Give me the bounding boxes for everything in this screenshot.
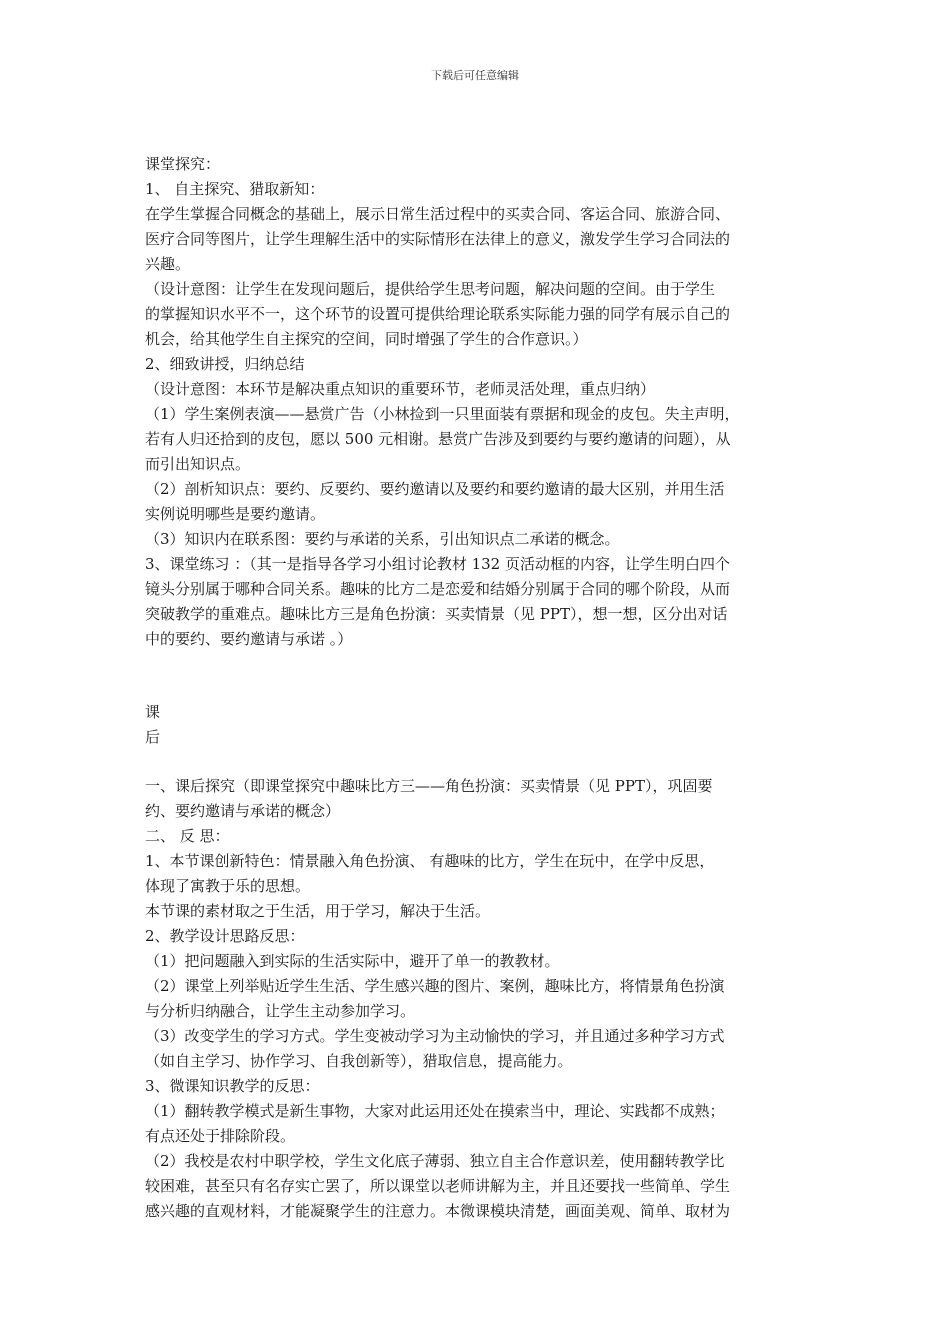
paragraph-line: 感兴趣的直观材料，才能凝聚学生的注意力。本微课模块清楚，画面美观、简单、取材为 (145, 1202, 731, 1220)
paragraph-line: 3、微课知识教学的反思： (145, 1077, 320, 1095)
paragraph-line: 课堂探究： (145, 155, 221, 173)
paragraph-line: 1、本节课创新特色：情景融入角色扮演、 有趣味的比方，学生在玩中，在学中反思， (145, 852, 715, 870)
paragraph-line: （1）学生案例表演——悬赏广告（小林捡到一只里面装有票据和现金的皮包。失主声明， (145, 405, 740, 423)
paragraph-line: 二、 反 思： (145, 827, 230, 845)
paragraph-line: 一、课后探究（即课堂探究中趣味比方三——角色扮演：买卖情景（见 PPT），巩固要 (145, 777, 713, 795)
paragraph-line: 体现了寓教于乐的思想。 (145, 877, 311, 895)
paragraph-line: （设计意图：本环节是解决重点知识的重要环节，老师灵活处理，重点归纳） (145, 380, 656, 398)
spacer (145, 652, 813, 700)
paragraph-line: 机会，给其他学生自主探究的空间，同时增强了学生的合作意识。） (145, 330, 588, 348)
paragraph-line: （1）翻转教学模式是新生事物，大家对此运用还处在摸索当中，理论、实践都不成熟； (145, 1102, 725, 1120)
document-body (145, 152, 813, 1224)
paragraph-line: 2、教学设计思路反思： (145, 927, 305, 945)
paragraph-line: 较困难，甚至只有名存实亡罢了，所以课堂以老师讲解为主，并且还要找一些简单、学生 (145, 1177, 731, 1195)
paragraph-line: 在学生掌握合同概念的基础上，展示日常生活过程中的买卖合同、客运合同、旅游合同、 (145, 205, 731, 223)
paragraph-line: 2、细致讲授，归纳总结 (145, 355, 305, 373)
paragraph-line: 而引出知识点。 (145, 455, 251, 473)
vertical-label (145, 700, 813, 750)
paragraph-line: （1）把问题融入到实际的生活实际中，避开了单一的教教材。 (145, 952, 560, 970)
paragraph-line: 中的要约、要约邀请与承诺 。） (145, 630, 353, 648)
paragraph-line: （如自主学习、协作学习、自我创新等），猎取信息，提高能力。 (145, 1052, 573, 1070)
paragraph-line: 与分析归纳融合，让学生主动参加学习。 (145, 1002, 416, 1020)
paragraph-line: 的掌握知识水平不一，这个环节的设置可提供给理论联系实际能力强的同学有展示自己的 (145, 305, 731, 323)
paragraph-line: 镜头分别属于哪种合同关系。趣味的比方二是恋爱和结婚分别属于合同的哪个阶段，从而 (145, 580, 731, 598)
paragraph-line: 有点还处于排除阶段。 (145, 1127, 296, 1145)
paragraph-line: 若有人归还拾到的皮包，愿以 500 元相谢。悬赏广告涉及到要约与要约邀请的问题），从 (145, 430, 731, 448)
paragraph-line: 1、 自主探究、猎取新知： (145, 180, 325, 198)
vertical-label-char: 课 (145, 703, 161, 721)
spacer (145, 750, 813, 774)
after-class-section (145, 774, 813, 1224)
paragraph-line: 兴趣。 (145, 255, 191, 273)
paragraph-line: 约、要约邀请与承诺的概念） (145, 802, 341, 820)
paragraph-line: （2）课堂上列举贴近学生生活、学生感兴趣的图片、案例，趣味比方，将情景角色扮演 (145, 977, 725, 995)
paragraph-line: （2）我校是农村中职学校，学生文化底子薄弱、独立自主合作意识差，使用翻转教学比 (145, 1152, 725, 1170)
paragraph-line: 医疗合同等图片，让学生理解生活中的实际情形在法律上的意义，激发学生学习合同法的 (145, 230, 731, 248)
paragraph-line: 3、课堂练习 ：（其一是指导各学习小组讨论教材 132 页活动框的内容，让学生明白四个 (145, 555, 730, 573)
paragraph-line: 本节课的素材取之于生活，用于学习，解决于生活。 (145, 902, 491, 920)
paragraph-line: （3）知识内在联系图：要约与承诺的关系，引出知识点二承诺的概念。 (145, 530, 620, 548)
paragraph-line: 实例说明哪些是要约邀请。 (145, 505, 326, 523)
paragraph-line: 突破教学的重难点。趣味比方三是角色扮演：买卖情景（见 PPT），想一想，区分出对话 (145, 605, 728, 623)
paragraph-line: （2）剖析知识点：要约、反要约、要约邀请以及要约和要约邀请的最大区别，并用生活 (145, 480, 725, 498)
classroom-inquiry-section (145, 152, 813, 652)
vertical-label-char: 后 (145, 728, 161, 746)
paragraph-line: （设计意图：让学生在发现问题后，提供给学生思考问题，解决问题的空间。由于学生 (145, 280, 716, 298)
page-header: 下载后可任意编辑 (431, 69, 519, 82)
paragraph-line: （3）改变学生的学习方式。学生变被动学习为主动愉快的学习，并且通过多种学习方式 (145, 1027, 725, 1045)
